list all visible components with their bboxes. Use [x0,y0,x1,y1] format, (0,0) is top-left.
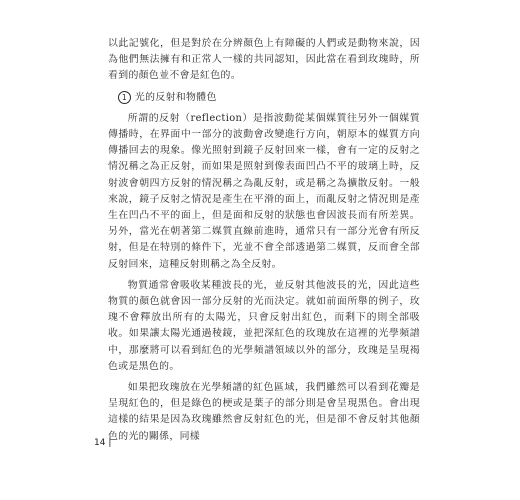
body-text [108,36,420,450]
page-number: 14 | [94,438,112,448]
section-number: 1 [118,91,131,104]
section-heading [108,90,420,106]
paragraph-continued: 以此記號化，但是對於在分辨顏色上有障礙的人們或是動物來說，因為他們無法擁有和正常人一樣的共同認知，因此當在看到玫瑰時，所看到的顏色並不會是紅色的。 [108,38,420,82]
paragraph: 所謂的反射（reflection）是指波動從某個媒質往另外一個媒質傳播時，在界面中一部分的波動會改變進行方向，朝原本的媒質方向傳播回去的現象。像光照射到鏡子反射回來一樣，會有一定的反射之情況稱之為正反射，而如果是照射到像表面凹凸不平的玻璃上時，反射波會朝四方反射的情況稱之為亂反射，或是稱之為擴散反射。一般來說，鏡子反射之情況是產生在平滑的面上，而亂反射之情況則是產生在凹凸不平的面上，但是面和反射的狀態也會因波長而有所差異。另外，當光在朝著第二媒質直線前進時，通常只有一部分光會有所反射，但是在特別的條件下，光並不會全部透過第二媒質，反而會全部反射回來，這種反射則稱之為全反射。 [108,112,420,270]
paragraph: 如果把玫瑰放在光學頻譜的紅色區域，我們雖然可以看到花瓣是呈現紅色的，但是綠色的梗或是葉子的部分則是會呈現黑色。會出現這樣的結果是因為玫瑰雖然會反射紅色的光，但是卻不會反射其他顏色的光的關係，同樣 [108,382,420,442]
paragraph: 物質通常會吸收某種波長的光，並反射其他波長的光，因此這些物質的顏色就會因一部分反射的光而決定。就如前面所舉的例子，玫瑰不會釋放出所有的太陽光，只會反射出紅色，而剩下的則全部吸收。如果讓太陽光通過稜鏡，並把深紅色的玫瑰放在這裡的光學頻譜中，那麼將可以看到紅色的光學頻譜領域以外的部分，玫瑰是呈現褐色或是黑色的。 [108,279,420,372]
section-title: 光的反射和物體色 [134,91,217,103]
